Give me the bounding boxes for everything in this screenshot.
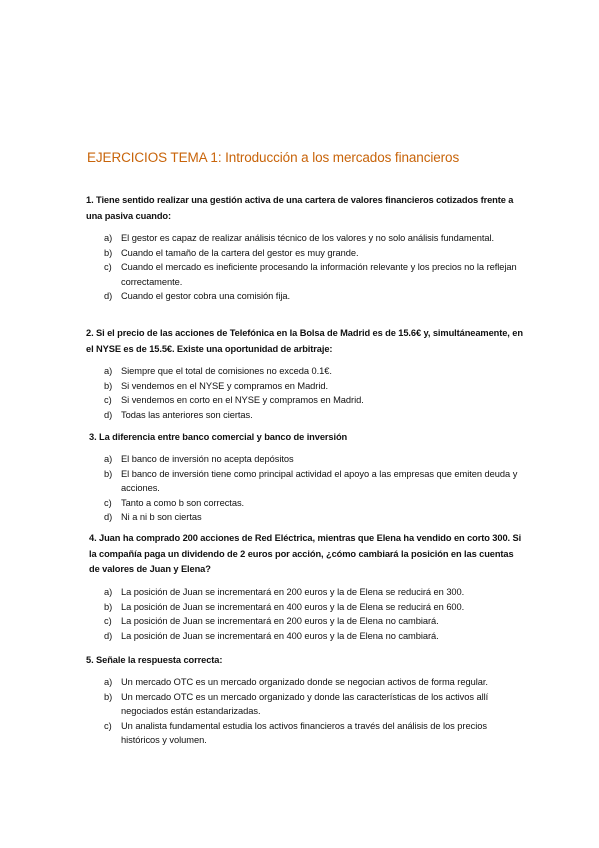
question-4-options (104, 585, 524, 643)
option-1a: a) El gestor es capaz de realizar análisis técnico de los valores y no solo análisis fundamental. (104, 233, 495, 243)
option-4c: c) La posición de Juan se incrementará en 200 euros y la de Elena no cambiará. (104, 616, 439, 627)
option-1c: c) Cuando el mercado es ineficiente procesando la información relevante y los precios no la reflejan correctamente. (104, 262, 517, 287)
option-3c: c) Tanto a como b son correctas. (104, 497, 245, 508)
question-5-options (104, 675, 524, 748)
option-5c: c) Un analista fundamental estudia los activos financieros a través del análisis de los precios históricos y volumen. (104, 720, 487, 746)
option-3d: d) Ni a ni b son ciertas (104, 512, 202, 523)
option-2d: d) Todas las anteriores son ciertas. (104, 409, 253, 420)
option-1d: d) Cuando el gestor cobra una comisión fija. (104, 291, 291, 302)
option-4a: a) La posición de Juan se incrementará en 200 euros y la de Elena se reducirá en 300. (104, 587, 465, 597)
option-2b: b) Si vendemos en el NYSE y compramos en Madrid. (104, 380, 329, 391)
question-2: 2. Si el precio de las acciones de Telefónica en la Bolsa de Madrid es de 15.6€ y, simultáneamente, en el NYSE es de 15.5€. Existe una oportunidad de arbitraje: (86, 328, 523, 354)
question-2-options (104, 364, 524, 422)
question-1-options (104, 231, 524, 304)
option-4d: d) La posición de Juan se incrementará en 400 euros y la de Elena no cambiará. (104, 630, 439, 641)
question-1: 1. Tiene sentido realizar una gestión activa de una cartera de valores financieros cotizados frente a una pasiva cuando: (86, 195, 514, 221)
question-5: 5. Señale la respuesta correcta: (86, 655, 223, 665)
option-2c: c) Si vendemos en corto en el NYSE y compramos en Madrid. (104, 395, 364, 406)
option-3a: a) El banco de inversión no acepta depósitos (104, 454, 294, 464)
option-4b: b) La posición de Juan se incrementará en 400 euros y la de Elena se reducirá en 600. (104, 601, 465, 612)
question-4: 4. Juan ha comprado 200 acciones de Red Eléctrica, mientras que Elena ha vendido en corto 300. Si la compañía paga un dividendo de 2 euros por acción, ¿cómo cambiará la posición en las cuentas de valores de Juan y Elena? (89, 533, 522, 574)
question-3: 3. La diferencia entre banco comercial y banco de inversión (89, 432, 348, 442)
option-5b: b) Un mercado OTC es un mercado organizado y donde las características de los activos allí negociados están estandarizadas. (104, 691, 489, 717)
question-3-options (104, 452, 524, 525)
option-5a: a) Un mercado OTC es un mercado organizado donde se negocian activos de forma regular. (104, 677, 488, 687)
page-title: EJERCICIOS TEMA 1: Introducción a los mercados financieros (87, 150, 460, 165)
option-2a: a) Siempre que el total de comisiones no exceda 0.1€. (104, 366, 332, 376)
option-1b: b) Cuando el tamaño de la cartera del gestor es muy grande. (104, 247, 359, 258)
option-3b: b) El banco de inversión tiene como principal actividad el apoyo a las empresas que emiten deuda y acciones. (104, 468, 518, 494)
